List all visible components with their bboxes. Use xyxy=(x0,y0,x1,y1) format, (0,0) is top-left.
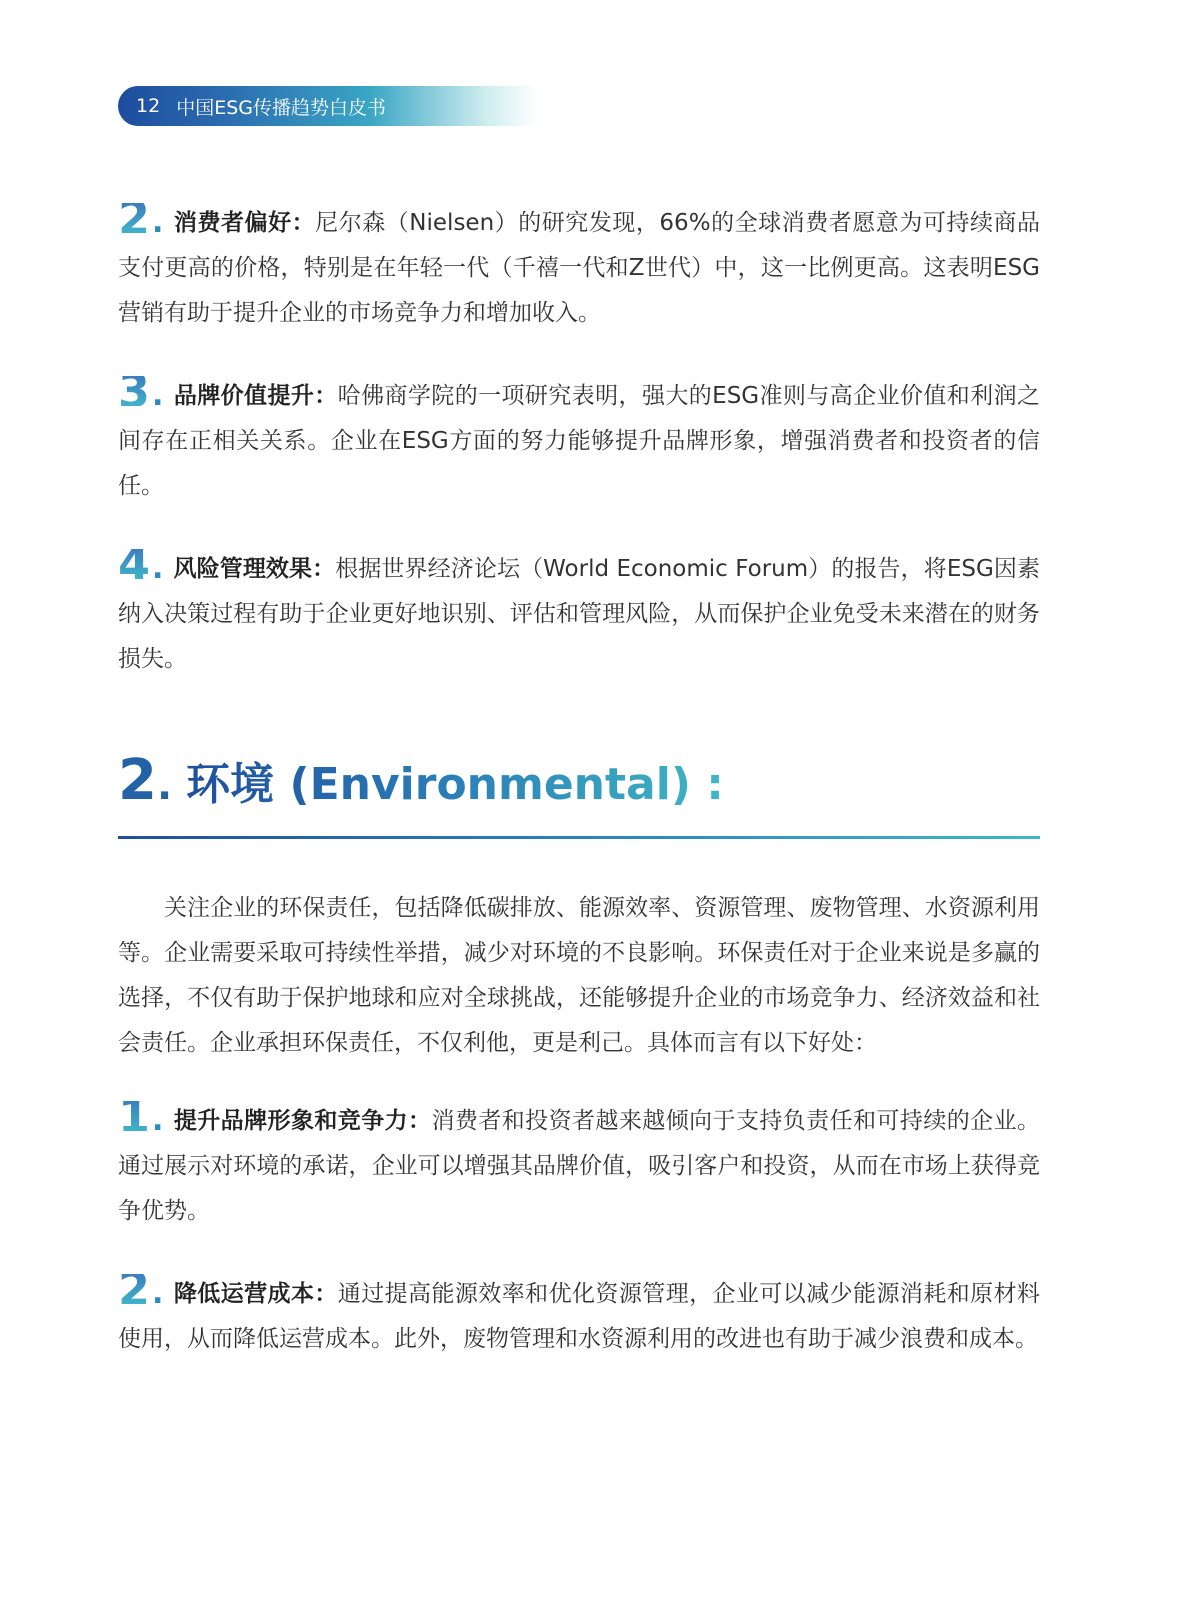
list-item xyxy=(118,537,1041,682)
section-divider xyxy=(118,836,1040,839)
number-dot: . xyxy=(152,551,164,586)
item-number: 4 xyxy=(118,537,151,591)
item-number: 2 xyxy=(118,1262,151,1316)
intro-paragraph: 关注企业的环保责任，包括降低碳排放、能源效率、资源管理、废物管理、水资源利用等。企业需要采取可持续性举措，减少对环境的不良影响。环保责任对于企业来说是多赢的选择，不仅有助于保护地球和应对全球挑战，还能够提升企业的市场竞争力、经济效益和社会责任。企业承担环保责任，不仅利他，更是利己。具体而言有以下好处： xyxy=(118,895,1040,1056)
number-dot: . xyxy=(152,378,164,413)
header-banner xyxy=(118,86,538,126)
page-number: 12 xyxy=(136,95,161,117)
list-item xyxy=(118,1262,1041,1362)
list-item xyxy=(118,1089,1041,1234)
item-term: 提升品牌形象和竞争力： xyxy=(173,1108,432,1134)
section-dot: . xyxy=(156,763,173,809)
list-item xyxy=(118,191,1041,336)
list-item xyxy=(118,364,1040,509)
item-text: 通过提高能源效率和优化资源管理，企业可以减少能源消耗和原材料使用，从而降低运营成本。此外，废物管理和水资源利用的改进也有助于减少浪费和成本。 xyxy=(118,1281,1041,1352)
item-number: 2 xyxy=(118,191,151,245)
item-term: 降低运营成本： xyxy=(173,1281,338,1307)
section-heading xyxy=(118,748,1040,813)
item-number: 1 xyxy=(118,1089,151,1143)
item-text: 哈佛商学院的一项研究表明，强大的ESG准则与高企业价值和利润之间存在正相关关系。企业在ESG方面的努力能够提升品牌形象，增强消费者和投资者的信任。 xyxy=(118,383,1040,499)
number-dot: . xyxy=(152,1103,164,1138)
benefits-list-a xyxy=(118,191,1041,682)
section-number: 2 xyxy=(118,748,157,813)
item-text: 尼尔森（Nielsen）的研究发现，66%的全球消费者愿意为可持续商品支付更高的价格，特别是在年轻一代（千禧一代和Z世代）中，这一比例更高。这表明ESG营销有助于提升企业的市场竞争力和增加收入。 xyxy=(118,210,1041,326)
benefits-list-b xyxy=(118,1089,1041,1362)
item-term: 品牌价值提升： xyxy=(173,383,338,409)
item-text: 消费者和投资者越来越倾向于支持负责任和可持续的企业。通过展示对环境的承诺，企业可以增强其品牌价值，吸引客户和投资，从而在市场上获得竞争优势。 xyxy=(118,1108,1041,1224)
number-dot: . xyxy=(152,205,164,240)
section-title: 环境 (Environmental) : xyxy=(186,748,724,812)
document-title: 中国ESG传播趋势白皮书 xyxy=(176,96,386,119)
item-text: 根据世界经济论坛（World Economic Forum）的报告，将ESG因素纳入决策过程有助于企业更好地识别、评估和管理风险，从而保护企业免受未来潜在的财务损失。 xyxy=(118,556,1041,672)
item-term: 消费者偏好： xyxy=(173,210,316,236)
number-dot: . xyxy=(152,1276,164,1311)
item-term: 风险管理效果： xyxy=(173,556,336,582)
item-number: 3 xyxy=(118,364,151,418)
